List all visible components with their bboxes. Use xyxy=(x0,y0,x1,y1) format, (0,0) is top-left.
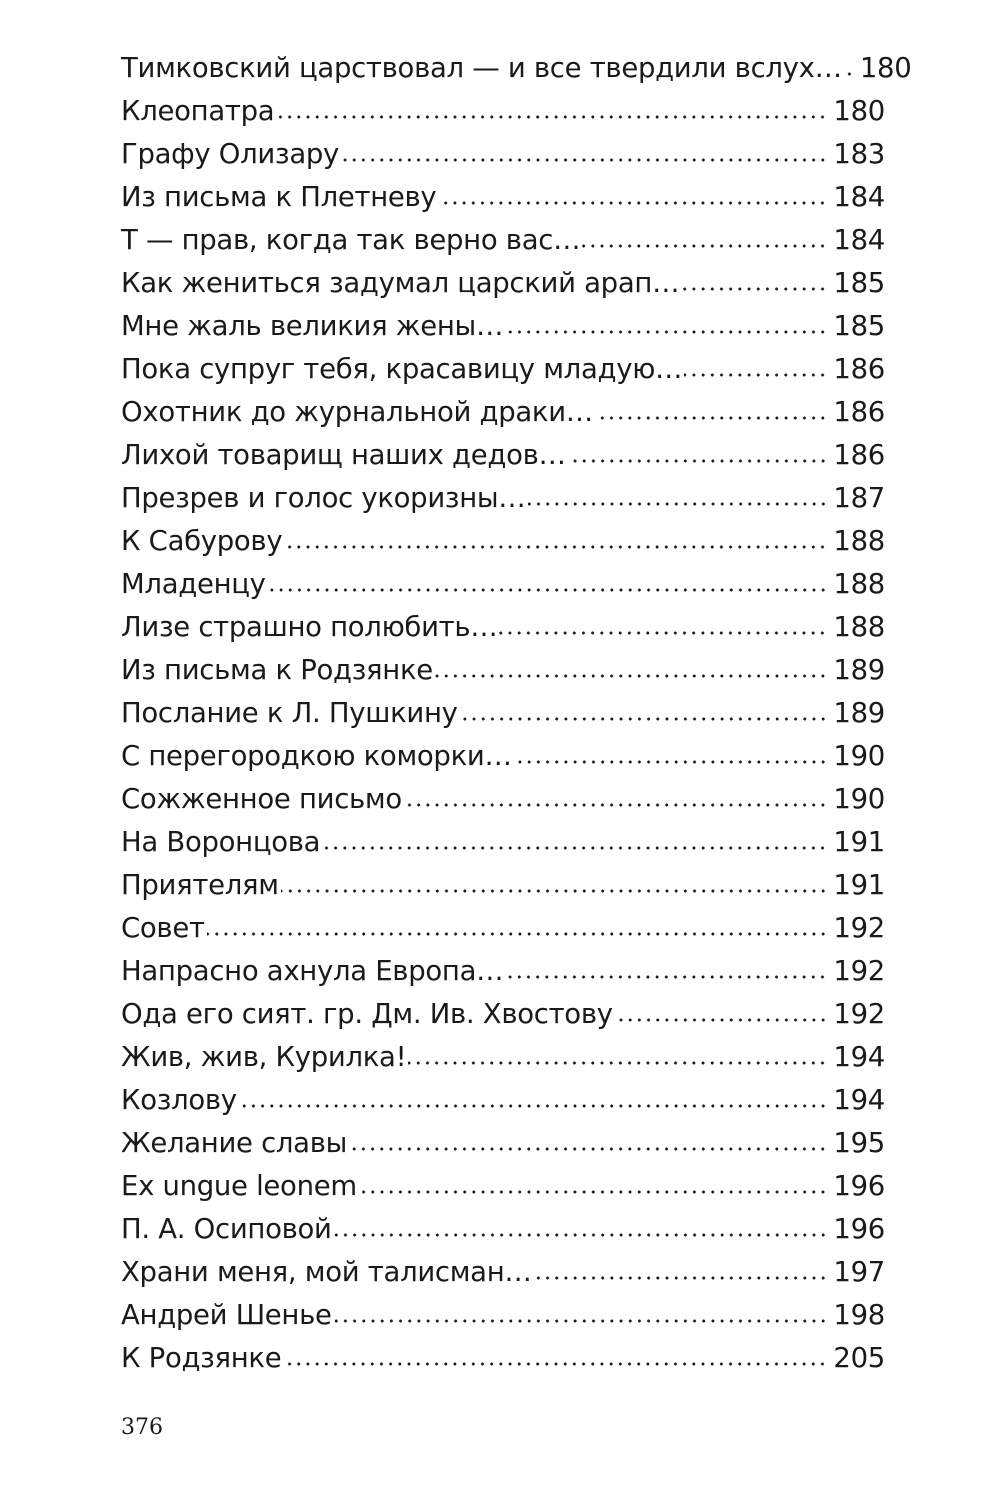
dot-leader xyxy=(595,415,827,421)
toc-entry-title: К Родзянке xyxy=(121,1342,282,1374)
dot-leader xyxy=(684,372,827,378)
dot-leader xyxy=(514,759,828,765)
toc-entry-title: Приятелям xyxy=(121,869,279,901)
toc-entry xyxy=(121,1294,885,1337)
toc-entry xyxy=(121,219,885,262)
toc-entry xyxy=(121,262,885,305)
toc-entry-title: Козлову xyxy=(121,1084,237,1116)
toc-entry-page: 190 xyxy=(833,740,885,772)
toc-entry-title: С перегородкою коморки… xyxy=(121,740,512,772)
dot-leader xyxy=(505,974,827,980)
toc-entry-title: Храни меня, мой талисман… xyxy=(121,1256,532,1288)
dot-leader xyxy=(528,501,828,507)
toc-entry-page: 198 xyxy=(833,1299,885,1331)
toc-entry-page: 194 xyxy=(833,1084,885,1116)
toc-entry xyxy=(121,1079,885,1122)
toc-entry xyxy=(121,133,885,176)
dot-leader xyxy=(534,1275,828,1281)
toc-entry xyxy=(121,391,885,434)
toc-entry-title: Ода его сият. гр. Дм. Ив. Хвостову xyxy=(121,998,613,1030)
dot-leader xyxy=(322,845,827,851)
toc-entry xyxy=(121,563,885,606)
toc-entry xyxy=(121,993,885,1036)
page-number: 376 xyxy=(121,1415,163,1440)
toc-entry-page: 194 xyxy=(833,1041,885,1073)
toc-entry xyxy=(121,1337,885,1380)
toc-entry-title: Из письма к Плетневу xyxy=(121,181,437,213)
toc-entry-title: П. А. Осиповой xyxy=(121,1213,332,1245)
toc-entry-title: Послание к Л. Пушкину xyxy=(121,697,458,729)
toc-entry xyxy=(121,348,885,391)
toc-entry-page: 190 xyxy=(833,783,885,815)
toc-entry xyxy=(121,176,885,219)
toc-entry xyxy=(121,434,885,477)
toc-entry-title: Ex ungue leonem xyxy=(121,1170,357,1202)
toc-entry xyxy=(121,1036,885,1079)
toc-entry-title: Пока супруг тебя, красавицу младую… xyxy=(121,353,683,385)
toc-entry xyxy=(121,47,912,90)
toc-entry-page: 195 xyxy=(833,1127,885,1159)
toc-entry-page: 191 xyxy=(833,826,885,858)
dot-leader xyxy=(435,673,828,679)
toc-entry xyxy=(121,305,885,348)
toc-entry-page: 185 xyxy=(833,310,885,342)
toc-entry-title: Лихой товарищ наших дедов… xyxy=(121,439,566,471)
dot-leader xyxy=(281,888,828,894)
dot-leader xyxy=(681,286,827,292)
toc-entry-title: Охотник до журнальной драки… xyxy=(121,396,593,428)
toc-entry-page: 186 xyxy=(833,439,885,471)
dot-leader xyxy=(349,1146,827,1152)
toc-entry-title: К Сабурову xyxy=(121,525,283,557)
toc-entry-title: Сожженное письмо xyxy=(121,783,402,815)
dot-leader xyxy=(359,1189,828,1195)
toc-entry xyxy=(121,735,885,778)
toc-entry xyxy=(121,821,885,864)
toc-entry-page: 192 xyxy=(833,912,885,944)
toc-entry xyxy=(121,1122,885,1165)
toc-entry-page: 180 xyxy=(833,95,885,127)
toc-entry-page: 191 xyxy=(833,869,885,901)
toc-entry-title: Презрев и голос укоризны… xyxy=(121,482,526,514)
dot-leader xyxy=(207,931,828,937)
toc-entry-page: 197 xyxy=(833,1256,885,1288)
toc-entry-title: Клеопатра xyxy=(121,95,275,127)
dot-leader xyxy=(408,1060,827,1066)
toc-entry xyxy=(121,1165,885,1208)
dot-leader xyxy=(615,1017,828,1023)
dot-leader xyxy=(334,1318,828,1324)
toc-entry-page: 187 xyxy=(833,482,885,514)
dot-leader xyxy=(283,1361,827,1367)
toc-entry-title: Напрасно ахнула Европа… xyxy=(121,955,504,987)
toc-entry xyxy=(121,907,885,950)
toc-entry-page: 186 xyxy=(833,353,885,385)
toc-entry-page: 188 xyxy=(833,525,885,557)
toc-entry-title: Жив, жив, Курилка! xyxy=(121,1041,407,1073)
dot-leader xyxy=(568,458,828,464)
dot-leader xyxy=(438,200,827,206)
toc-entry xyxy=(121,864,885,907)
toc-entry xyxy=(121,1208,885,1251)
dot-leader xyxy=(268,587,828,593)
toc-entry xyxy=(121,606,885,649)
toc-entry-page: 184 xyxy=(833,224,885,256)
dot-leader xyxy=(276,114,827,120)
toc-entry-page: 180 xyxy=(859,52,912,84)
toc-entry-page: 192 xyxy=(833,955,885,987)
toc-entry-title: Из письма к Родзянке xyxy=(121,654,433,686)
dot-leader xyxy=(239,1103,828,1109)
toc-entry-title: Желание славы xyxy=(121,1127,348,1159)
toc-entry xyxy=(121,692,885,735)
toc-entry-title: Младенцу xyxy=(121,568,266,600)
toc-entry-title: Лизе страшно полюбить… xyxy=(121,611,498,643)
toc-entry-title: На Воронцова xyxy=(121,826,321,858)
toc-entry-page: 184 xyxy=(833,181,885,213)
table-of-contents xyxy=(121,47,912,1380)
dot-leader xyxy=(499,630,827,636)
dot-leader xyxy=(404,802,828,808)
toc-entry-title: Графу Олизару xyxy=(121,138,340,170)
toc-entry-title: Мне жаль великия жены… xyxy=(121,310,504,342)
dot-leader xyxy=(844,71,854,77)
toc-entry-title: Т — прав, когда так верно вас… xyxy=(121,224,581,256)
toc-entry xyxy=(121,649,885,692)
toc-entry-page: 189 xyxy=(833,697,885,729)
toc-entry xyxy=(121,950,885,993)
toc-entry-page: 183 xyxy=(833,138,885,170)
dot-leader xyxy=(582,243,827,249)
toc-entry-title: Андрей Шенье xyxy=(121,1299,332,1331)
toc-entry xyxy=(121,90,885,133)
toc-entry-page: 188 xyxy=(833,611,885,643)
toc-entry-title: Совет xyxy=(121,912,205,944)
dot-leader xyxy=(341,157,827,163)
dot-leader xyxy=(334,1232,828,1238)
toc-entry-page: 205 xyxy=(833,1342,885,1374)
toc-entry xyxy=(121,778,885,821)
toc-entry-page: 192 xyxy=(833,998,885,1030)
toc-entry-title: Как жениться задумал царский арап… xyxy=(121,267,680,299)
toc-entry xyxy=(121,1251,885,1294)
toc-entry-page: 196 xyxy=(833,1170,885,1202)
dot-leader xyxy=(284,544,827,550)
toc-entry-title: Тимковский царствовал — и все твердили вслух… xyxy=(121,52,842,84)
toc-entry xyxy=(121,520,885,563)
toc-entry-page: 189 xyxy=(833,654,885,686)
toc-entry-page: 185 xyxy=(833,267,885,299)
toc-entry xyxy=(121,477,885,520)
dot-leader xyxy=(505,329,827,335)
toc-entry-page: 186 xyxy=(833,396,885,428)
toc-entry-page: 196 xyxy=(833,1213,885,1245)
dot-leader xyxy=(460,716,828,722)
toc-entry-page: 188 xyxy=(833,568,885,600)
